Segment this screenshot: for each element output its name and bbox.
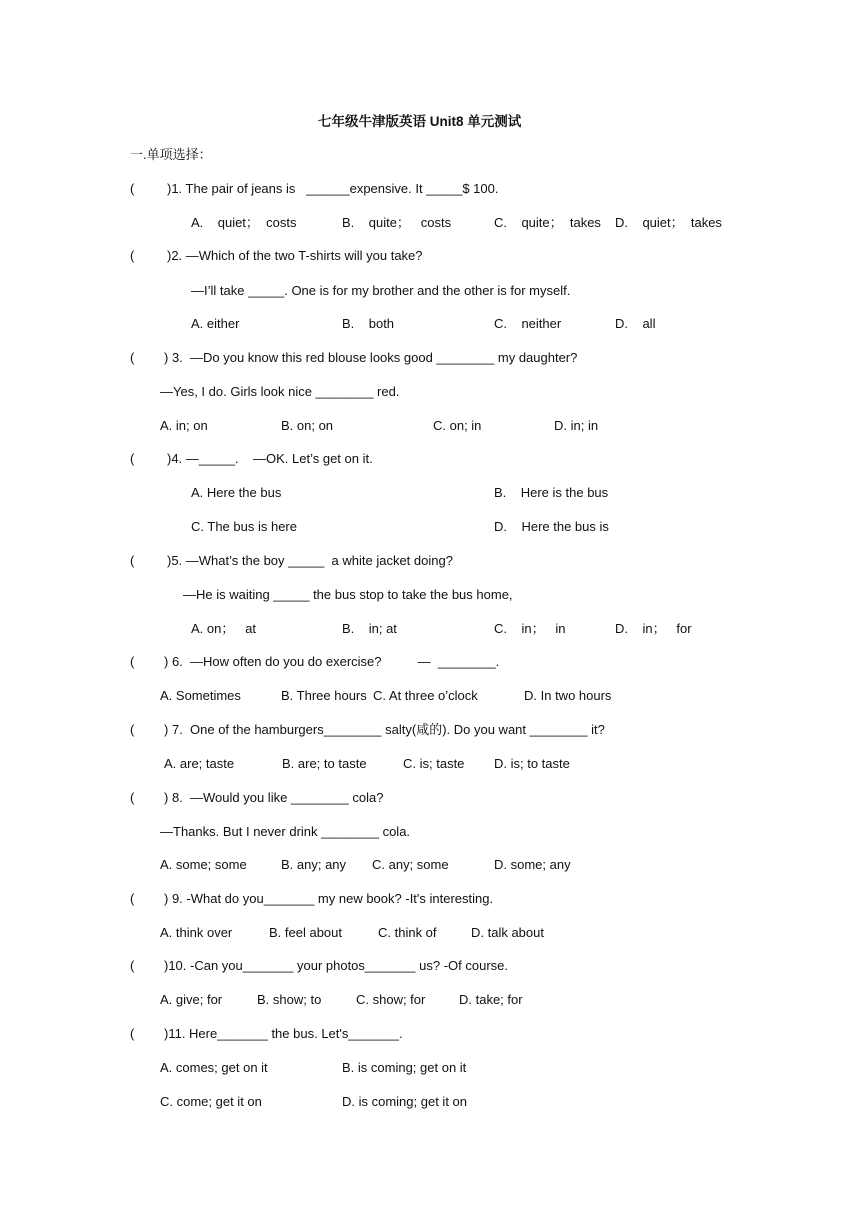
q4-stem: )4. —_____. —OK. Let’s get on it. — [167, 451, 373, 466]
q4-option-c: C. The bus is here — [191, 519, 297, 534]
q5-option-d: D. in； for — [615, 621, 692, 636]
q3-option-c: C. on; in — [433, 418, 482, 433]
q11-paren: ( — [130, 1026, 135, 1041]
q5-reply: —He is waiting _____ the bus stop to take the bus home, — [183, 587, 513, 602]
q8-option-d: D. some; any — [494, 857, 571, 872]
q3-option-a: A. in; on — [160, 418, 208, 433]
q8-option-b: B. any; any — [281, 857, 347, 872]
q11-option-b: B. is coming; get on it — [342, 1060, 467, 1075]
q8-paren: ( — [130, 790, 135, 805]
q5-stem: )5. —What’s the boy _____ a white jacket doing? — [167, 553, 453, 568]
q9-option-d: D. talk about — [471, 925, 544, 940]
q10-paren: ( — [130, 958, 135, 973]
q2-option-b: B. both — [342, 316, 395, 331]
q6-paren: ( — [130, 654, 135, 669]
q9-option-a: A. think over — [160, 925, 233, 940]
q2-option-a: A. either — [191, 316, 240, 331]
q9-stem: ) 9. -What do you_______ my new book? -It's interesting. — [164, 891, 494, 906]
q2-reply: —I’ll take _____. One is for my brother and the other is for myself. — [191, 283, 571, 298]
q7-option-b: B. are; to taste — [282, 756, 367, 771]
q5-option-a: A. on； at — [191, 621, 257, 636]
q8-stem: ) 8. —Would you like ________ cola? — [164, 790, 384, 805]
q3-paren: ( — [130, 350, 135, 365]
q6-stem: ) 6. —How often do you do exercise? — ________. — [164, 654, 500, 669]
q10-option-a: A. give; for — [160, 992, 223, 1007]
q9-option-c: C. think of — [378, 925, 437, 940]
q4-option-d: D. Here the bus is — [494, 519, 609, 534]
q10-option-b: B. show; to — [257, 992, 322, 1007]
q4-option-a: A. Here the bus — [191, 485, 282, 500]
q7-option-c: C. is; taste — [403, 756, 465, 771]
q2-option-d: D. all — [615, 316, 656, 331]
q6-option-d: D. In two hours — [524, 688, 612, 703]
q7-stem: ) 7. One of the hamburgers________ salty(咸的). Do you want ________ it? — [164, 722, 605, 737]
q1-option-b: B. quite； costs — [342, 215, 452, 230]
q10-option-c: C. show; for — [356, 992, 426, 1007]
q9-option-b: B. feel about — [269, 925, 342, 940]
q6-option-a: A. Sometimes — [160, 688, 241, 703]
q10-stem: )10. -Can you_______ your photos_______ us? -Of course. — [164, 958, 509, 973]
q2-stem: )2. —Which of the two T-shirts will you take? — [167, 248, 423, 263]
q5-paren: ( — [130, 553, 135, 568]
q5-option-b: B. in; at — [342, 621, 397, 636]
q6-option-c: C. At three o’clock — [373, 688, 478, 703]
q1-stem: )1. The pair of jeans is ______expensive. It _____$ 100. — [167, 181, 499, 196]
q6-option-b: B. Three hours — [281, 688, 367, 703]
q1-option-a: A. quiet； costs — [191, 215, 297, 230]
section-heading: 一.单项选择： — [130, 147, 212, 162]
q11-option-a: A. comes; get on it — [160, 1060, 268, 1075]
q3-option-d: D. in; in — [554, 418, 599, 433]
q7-option-d: D. is; to taste — [494, 756, 570, 771]
q3-option-b: B. on; on — [281, 418, 334, 433]
q8-option-a: A. some; some — [160, 857, 247, 872]
q1-option-c: C. quite； takes — [494, 215, 601, 230]
q2-option-c: C. neither — [494, 316, 562, 331]
q1-paren: ( — [130, 181, 135, 196]
q11-option-d: D. is coming; get it on — [342, 1094, 467, 1109]
q8-option-c: C. any; some — [372, 857, 449, 872]
q3-stem: ) 3. —Do you know this red blouse looks good ________ my daughter? — [164, 350, 578, 365]
q7-option-a: A. are; taste — [164, 756, 235, 771]
q7-paren: ( — [130, 722, 135, 737]
q2-paren: ( — [130, 248, 135, 263]
q5-option-c: C. in； in — [494, 621, 566, 636]
q9-paren: ( — [130, 891, 135, 906]
q11-stem: )11. Here_______ the bus. Let's_______. — [164, 1026, 403, 1041]
q3-reply: —Yes, I do. Girls look nice ________ red. — [160, 384, 400, 399]
q1-option-d: D. quiet； takes — [615, 215, 722, 230]
q11-option-c: C. come; get it on — [160, 1094, 262, 1109]
q8-reply: —Thanks. But I never drink ________ cola. — [160, 824, 411, 839]
q4-option-b: B. Here is the bus — [494, 485, 609, 500]
q10-option-d: D. take; for — [459, 992, 523, 1007]
page-title: 七年级牛津版英语 Unit8 单元测试 — [318, 114, 522, 129]
q4-paren: ( — [130, 451, 135, 466]
